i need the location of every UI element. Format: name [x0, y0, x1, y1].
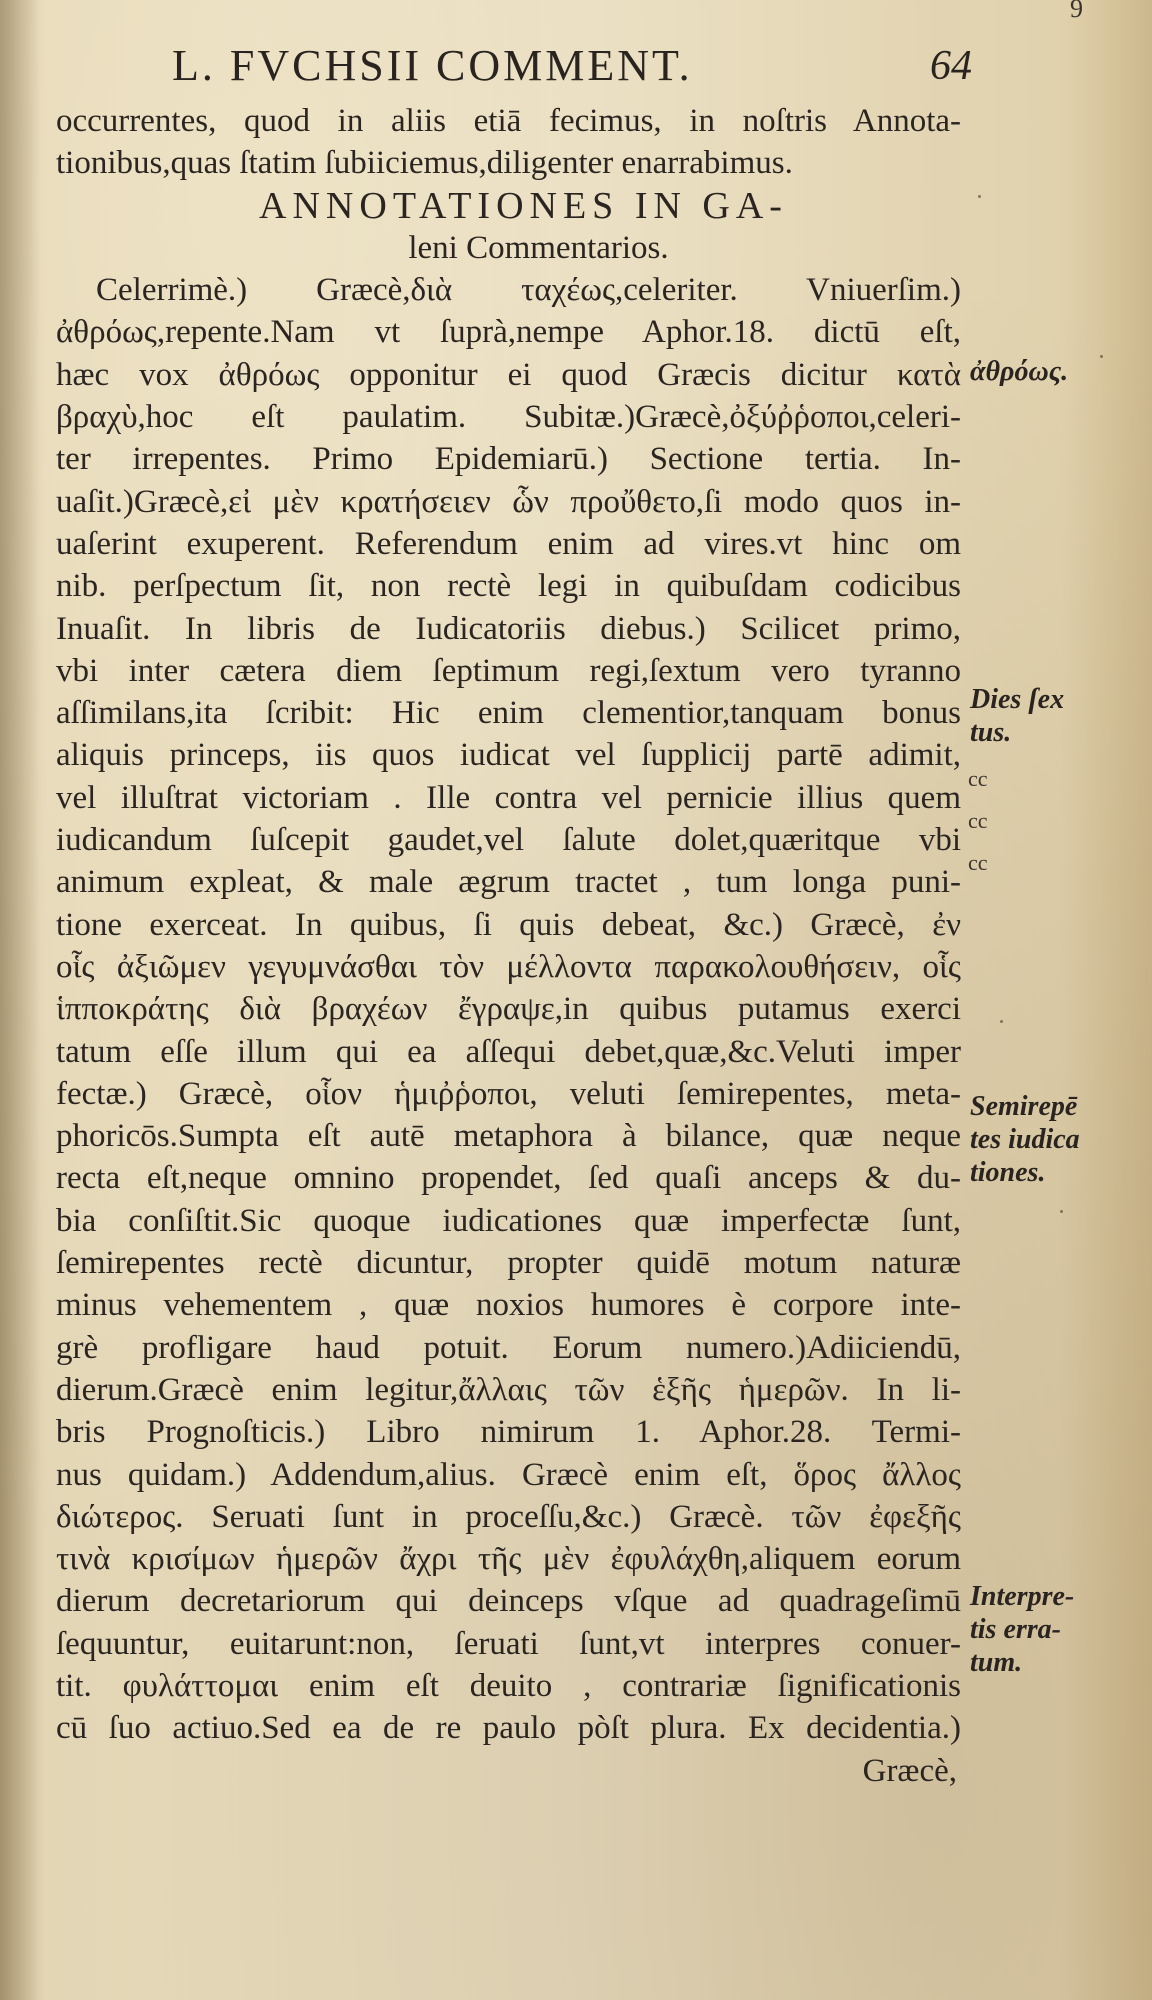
text-line: animum expleat, & male ægrum tractet , tum longa puni- — [56, 864, 961, 901]
text-line: τινὰ κρισίμων ἡμερῶν ἄχρι τῆς μὲν ἐφυλάχθη,aliquem eorum — [56, 1541, 961, 1578]
paper-speck — [1100, 355, 1103, 358]
margin-note-line: Semirepē — [970, 1091, 1078, 1122]
text-line: tione exerceat. In quibus, ſi quis debeat, &c.) Græcè, ἐν — [56, 906, 961, 943]
margin-note-line: ἀθρόως. — [970, 356, 1069, 387]
text-line: uaſerint exuperent. Referendum enim ad vires.vt hinc om — [56, 525, 961, 562]
margin-note-line: Dies ſex — [970, 684, 1065, 715]
catchword: Græcè, — [862, 1752, 957, 1789]
text-line: ἀθρόως,repente.Nam vt ſuprà,nempe Aphor.18. dictū eſt, — [56, 314, 961, 351]
margin-note-line: tis erra- — [970, 1614, 1061, 1645]
text-line: phoricōs.Sumpta eſt autē metaphora à bilance, quæ neque — [56, 1118, 961, 1155]
margin-note-line: tes iudica — [970, 1124, 1080, 1155]
text-line: aliquis princeps, iis quos iudicat vel ſupplicij partē adimit, — [56, 737, 961, 774]
page-edge-shadow — [0, 0, 40, 2000]
margin-note-line: tum. — [970, 1647, 1023, 1678]
margin-note-line: Interpre- — [970, 1581, 1075, 1612]
text-line: ſequuntur, euitarunt:non, ſeruati ſunt,vt interpres conuer- — [56, 1625, 961, 1662]
text-line: ter irrepentes. Primo Epidemiarū.) Sectione tertia. In- — [56, 441, 961, 478]
text-line: bia conſiſtit.Sic quoque iudicationes quæ imperfectæ ſunt, — [56, 1202, 961, 1239]
text-line: vbi inter cætera diem ſeptimum regi,ſextum vero tyranno — [56, 652, 961, 689]
page-number: 64 — [930, 43, 972, 89]
margin-note — [970, 683, 1064, 749]
paper-speck — [978, 195, 981, 198]
margin-note — [970, 1580, 1074, 1679]
text-line: Inuaſit. In libris de Iudicatoriis diebus.) Scilicet primo, — [56, 610, 961, 647]
text-line: vel illuſtrat victoriam . Ille contra vel pernicie illius quem — [56, 779, 961, 816]
page-header — [150, 40, 980, 100]
text-line: Celerrimè.) Græcè,διὰ ταχέως,celeriter. Vniuerſim.) — [96, 272, 961, 309]
text-line: occurrentes, quod in aliis etiā fecimus, in noſtris Annota- — [56, 103, 961, 139]
text-line: bris Prognoſticis.) Libro nimirum 1. Aphor.28. Termi- — [56, 1414, 961, 1451]
text-line: βραχὺ,hoc eſt paulatim. Subitæ.)Græcè,ὀξύῤῥοποι,celeri- — [56, 399, 961, 436]
main-text-block — [56, 100, 961, 1792]
paper-speck — [1000, 1020, 1003, 1023]
margin-note — [970, 1090, 1080, 1189]
text-line: ἱπποκράτης διὰ βραχέων ἔγραψε,in quibus putamus exerci — [56, 991, 961, 1028]
quotation-mark: cc — [968, 850, 988, 875]
paper-speck — [1060, 1210, 1063, 1213]
text-line: nib. perſpectum ſit, non rectè legi in quibuſdam codicibus — [56, 568, 961, 605]
text-line: tit. φυλάττομαι enim eſt deuito , contrariæ ſignificationis — [56, 1667, 961, 1704]
section-heading-continued: leni Commentarios. — [408, 229, 669, 266]
text-line: aſſimilans,ita ſcribit: Hic enim clementior,tanquam bonus — [56, 695, 961, 732]
text-line: cū ſuo actiuo.Sed ea de re paulo pòſt plura. Ex decidentia.) — [56, 1710, 961, 1747]
section-heading: ANNOTATIONES IN GA- — [259, 184, 788, 227]
margin-note-line: tus. — [970, 717, 1012, 748]
text-line: uaſit.)Græcè,εἰ μὲν κρατήσειεν ὧν προὔθετο,ſi modo quos in- — [56, 483, 961, 520]
text-line: tionibus,quas ſtatim ſubiiciemus,diligenter enarrabimus. — [56, 145, 793, 182]
text-line: grè profligare haud potuit. Eorum numero.)Adiiciendū, — [56, 1329, 961, 1366]
text-line: fectæ.) Græcè, οἷον ἡμιῤῥοποι, veluti ſemirepentes, meta- — [56, 1075, 961, 1112]
margin-note-line: tiones. — [970, 1157, 1046, 1188]
text-line: nus quidam.) Addendum,alius. Græcè enim eſt, ὅρος ἄλλος — [56, 1456, 961, 1493]
text-line: ſemirepentes rectè dicuntur, propter quidē motum naturæ — [56, 1245, 961, 1282]
text-line: minus vehementem , quæ noxios humores è corpore inte- — [56, 1287, 961, 1324]
text-line: οἷς ἀξιῶμεν γεγυμνάσθαι τὸν μέλλοντα παρακολουθήσειν, οἷς — [56, 948, 961, 985]
text-line: hæc vox ἀθρόως opponitur ei quod Græcis dicitur κατὰ — [56, 356, 961, 393]
corner-mark: 9 — [1070, 0, 1083, 23]
margin-note — [970, 355, 1068, 388]
text-line: διώτερος. Seruati ſunt in proceſſu,&c.) Græcè. τῶν ἐφεξῆς — [56, 1498, 961, 1535]
quotation-mark: cc — [968, 808, 988, 833]
text-line: recta eſt,neque omnino propendet, ſed quaſi anceps & du- — [56, 1160, 961, 1197]
quotation-mark: cc — [968, 766, 988, 791]
text-line: dierum decretariorum qui deinceps vſque ad quadrageſimū — [56, 1583, 961, 1620]
text-line: tatum eſſe illum qui ea aſſequi debet,quæ,&c.Veluti imper — [56, 1033, 961, 1070]
text-line: iudicandum ſuſcepit gaudet,vel ſalute dolet,quæritque vbi — [56, 822, 961, 859]
running-head: L. FVCHSII COMMENT. — [172, 41, 693, 90]
text-line: dierum.Græcè enim legitur,ἄλλαις τῶν ἑξῆς ἡμερῶν. In li- — [56, 1371, 961, 1408]
